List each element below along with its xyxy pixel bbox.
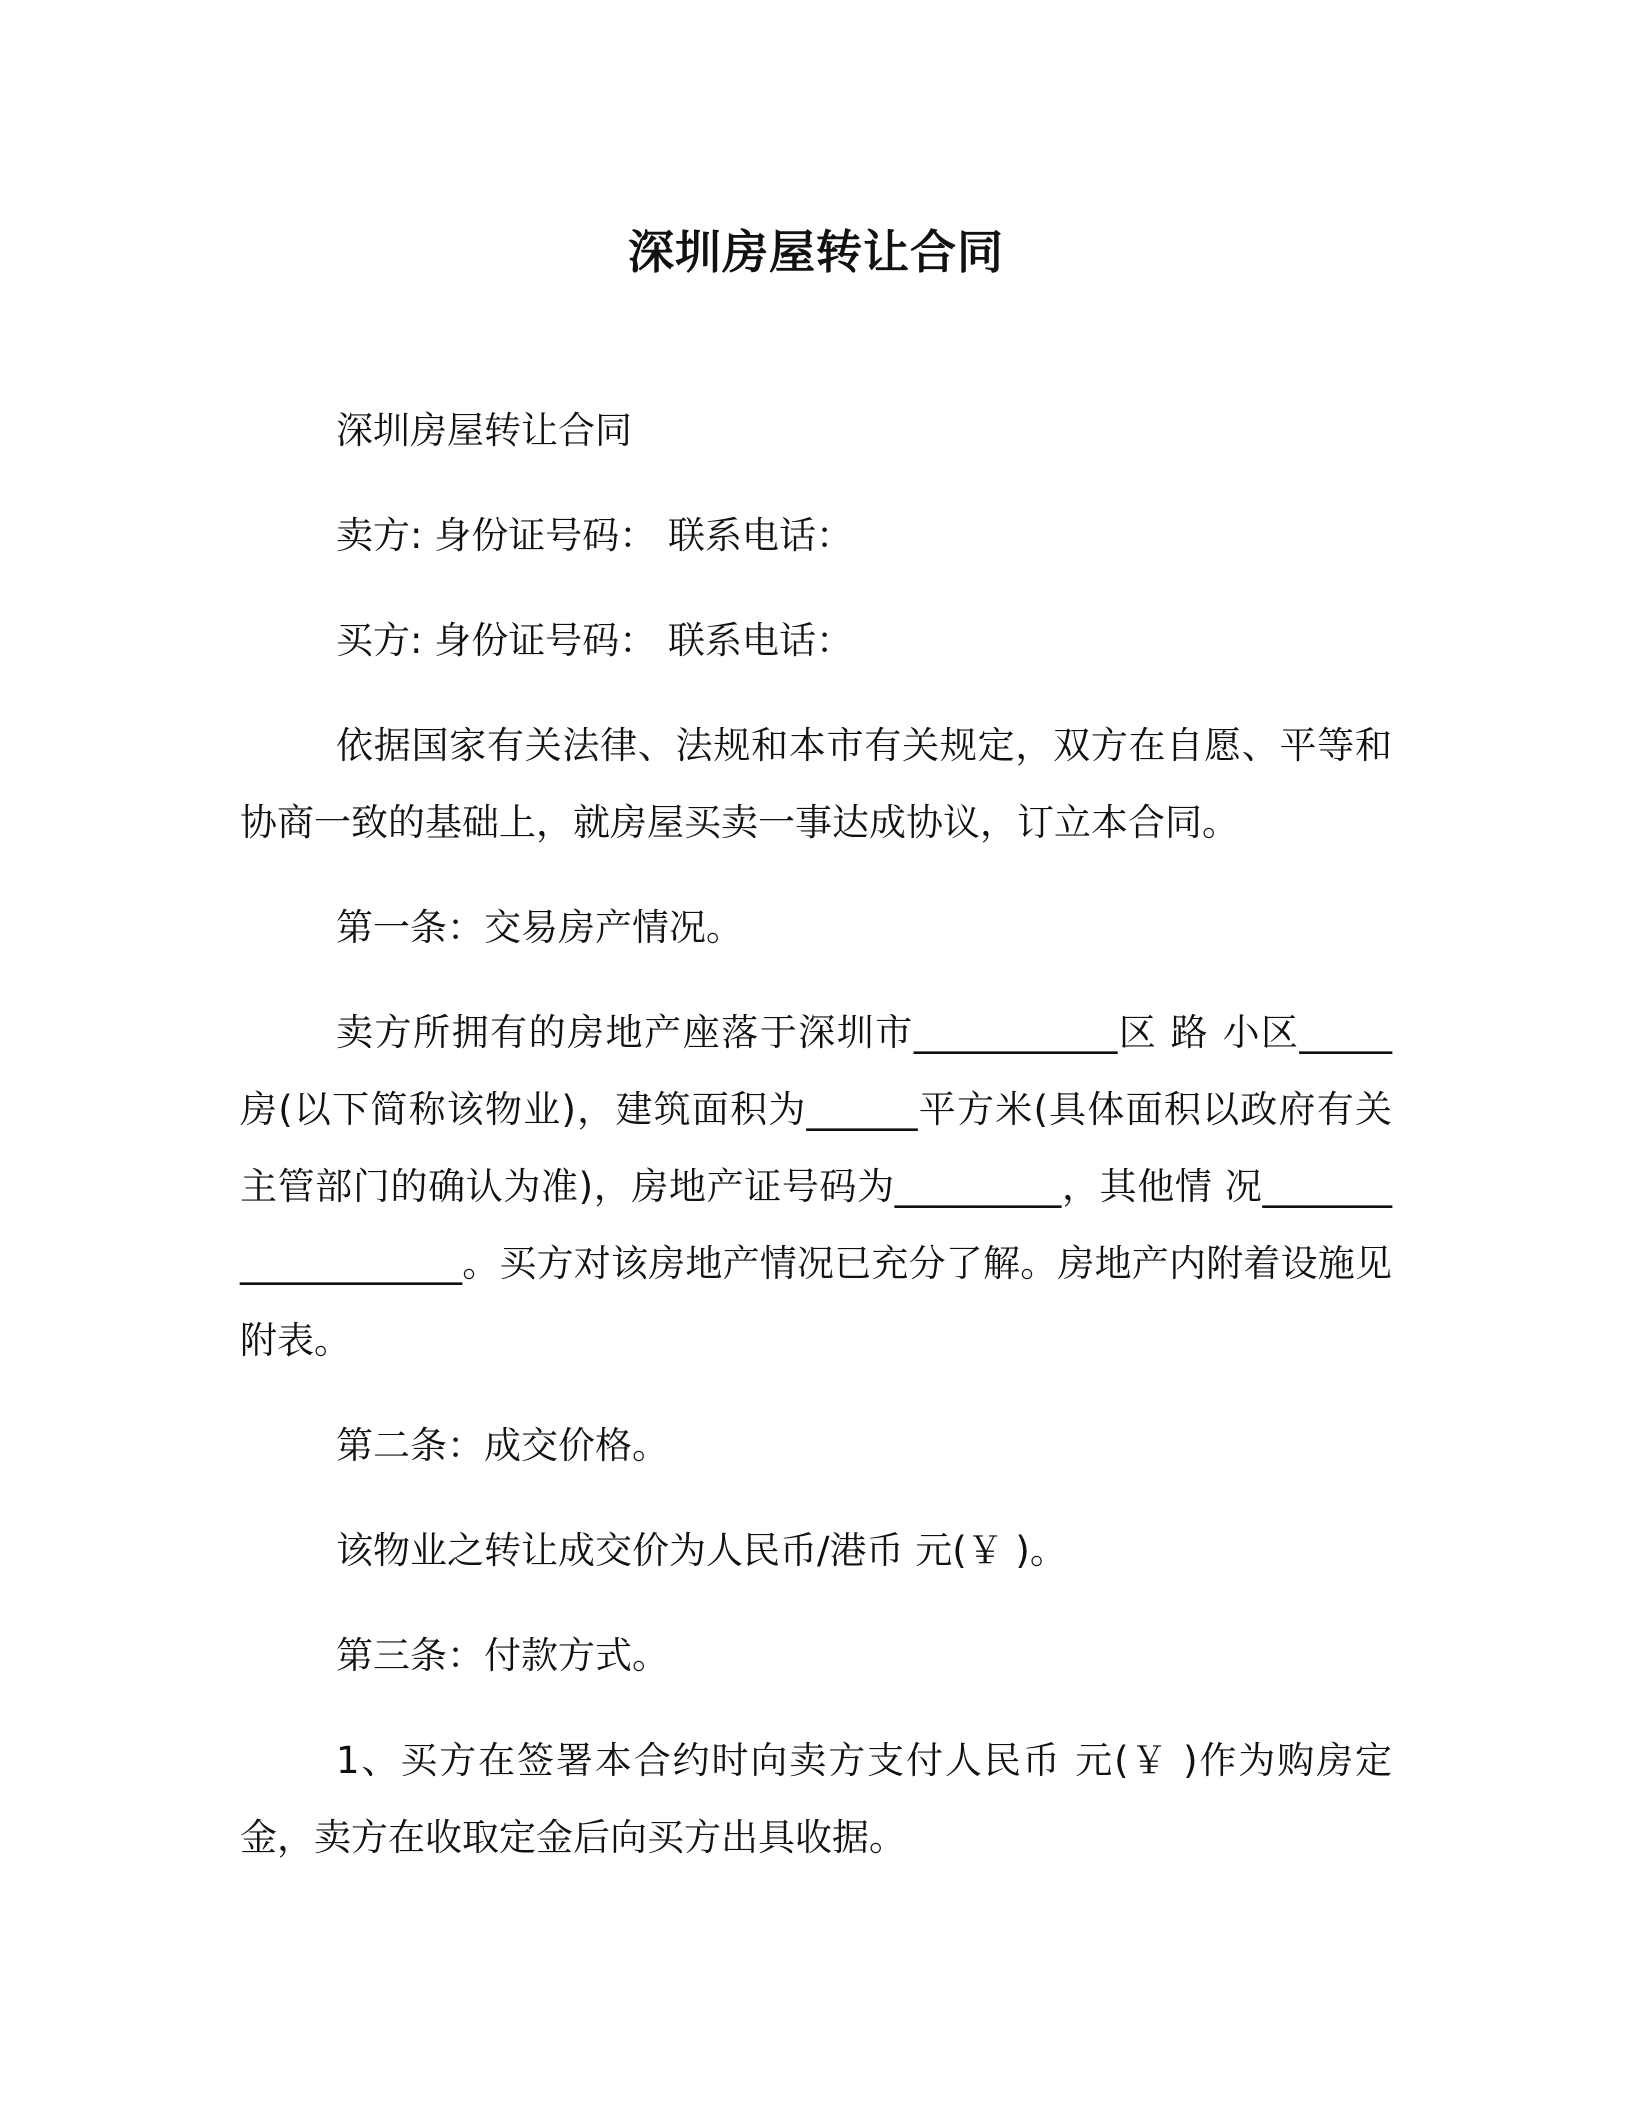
paragraph-preamble: 依据国家有关法律、法规和本市有关规定，双方在自愿、平等和协商一致的基础上，就房屋买卖一事达成协议，订立本合同。 xyxy=(240,724,1392,844)
article-1-heading: 第一条：交易房产情况。 xyxy=(336,906,743,949)
document-body xyxy=(240,392,1392,1904)
article-2-body: 该物业之转让成交价为人民币/港币 元(￥ )。 xyxy=(336,1529,1067,1572)
paragraph-buyer: 买方: 身份证号码： 联系电话： xyxy=(336,619,853,662)
document-title: 深圳房屋转让合同 xyxy=(628,225,1004,279)
article-2-heading: 第二条：成交价格。 xyxy=(336,1424,669,1467)
article-1-body: 卖方所拥有的房地产座落于深圳市___________区 路 小区_____房(以下简称该物业)，建筑面积为______平方米(具体面积以政府有关主管部门的确认为准)，房地产证号码为_________，其他情 况___________________。买方对该房地产情况已充分了解。房地产内附着设施见附表。 xyxy=(240,1011,1392,1362)
paragraph-subtitle: 深圳房屋转让合同 xyxy=(336,409,632,452)
article-3-item-1: 1、买方在签署本合约时向卖方支付人民币 元(￥ )作为购房定金，卖方在收取定金后向买方出具收据。 xyxy=(240,1739,1392,1859)
paragraph-seller: 卖方: 身份证号码： 联系电话： xyxy=(336,514,853,557)
article-3-heading: 第三条：付款方式。 xyxy=(336,1634,669,1677)
